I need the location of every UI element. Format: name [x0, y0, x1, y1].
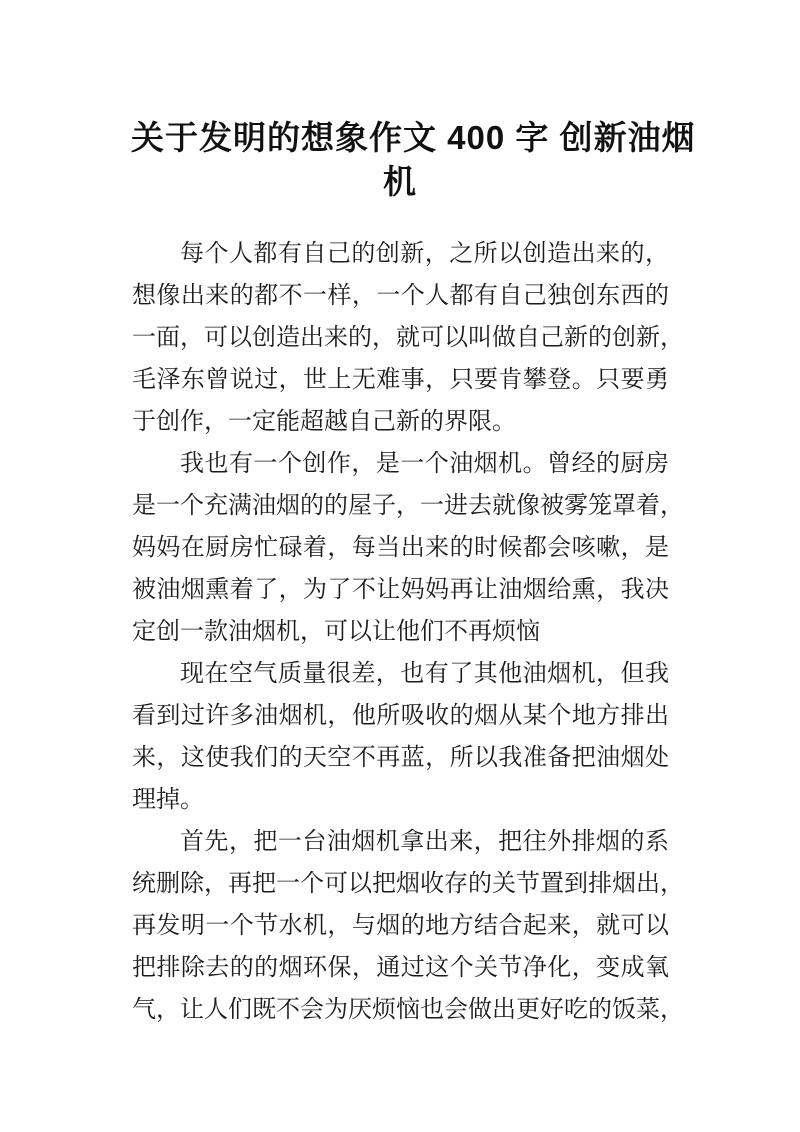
text-line: 于创作，一定能超越自己新的界限。	[132, 409, 516, 435]
text-line: 每个人都有自己的创新，之所以创造出来的，	[180, 241, 669, 267]
text-line: 是一个充满油烟的的屋子，一进去就像被雾笼罩着，	[132, 493, 684, 519]
paragraph	[132, 653, 669, 821]
text-line: 理掉。	[132, 787, 204, 813]
page-title-line-2: 机	[383, 163, 417, 201]
text-line: 气，让人们既不会为厌烦恼也会做出更好吃的饭菜，	[132, 997, 684, 1023]
text-line: 妈妈在厨房忙碌着，每当出来的时候都会咳嗽，是	[132, 535, 669, 561]
text-line: 毛泽东曾说过，世上无难事，只要肯攀登。只要勇	[132, 367, 669, 393]
text-line: 现在空气质量很差，也有了其他油烟机，但我	[180, 661, 669, 687]
page-title	[131, 116, 696, 204]
paragraph	[132, 821, 684, 1031]
text-line: 来，这使我们的天空不再蓝，所以我准备把油烟处	[132, 745, 669, 771]
text-line: 一面，可以创造出来的，就可以叫做自己新的创新，	[132, 325, 684, 351]
text-line: 再发明一个节水机，与烟的地方结合起来，就可以	[132, 913, 669, 939]
text-line: 统删除，再把一个可以把烟收存的关节置到排烟出，	[132, 871, 684, 897]
text-line: 把排除去的的烟环保，通过这个关节净化，变成氧	[132, 955, 669, 981]
page-title-line-1: 关于发明的想象作文 400 字 创新油烟	[131, 119, 696, 157]
text-line: 定创一款油烟机，可以让他们不再烦恼	[132, 619, 540, 645]
paragraph	[132, 233, 684, 443]
document-body	[132, 233, 684, 1031]
text-line: 想像出来的都不一样，一个人都有自己独创东西的	[132, 283, 669, 309]
paragraph	[132, 443, 684, 653]
text-line: 被油烟熏着了，为了不让妈妈再让油烟给熏，我决	[132, 577, 669, 603]
text-line: 看到过许多油烟机，他所吸收的烟从某个地方排出	[132, 703, 669, 729]
text-line: 首先，把一台油烟机拿出来，把往外排烟的系	[180, 829, 669, 855]
text-line: 我也有一个创作，是一个油烟机。曾经的厨房	[180, 451, 669, 477]
